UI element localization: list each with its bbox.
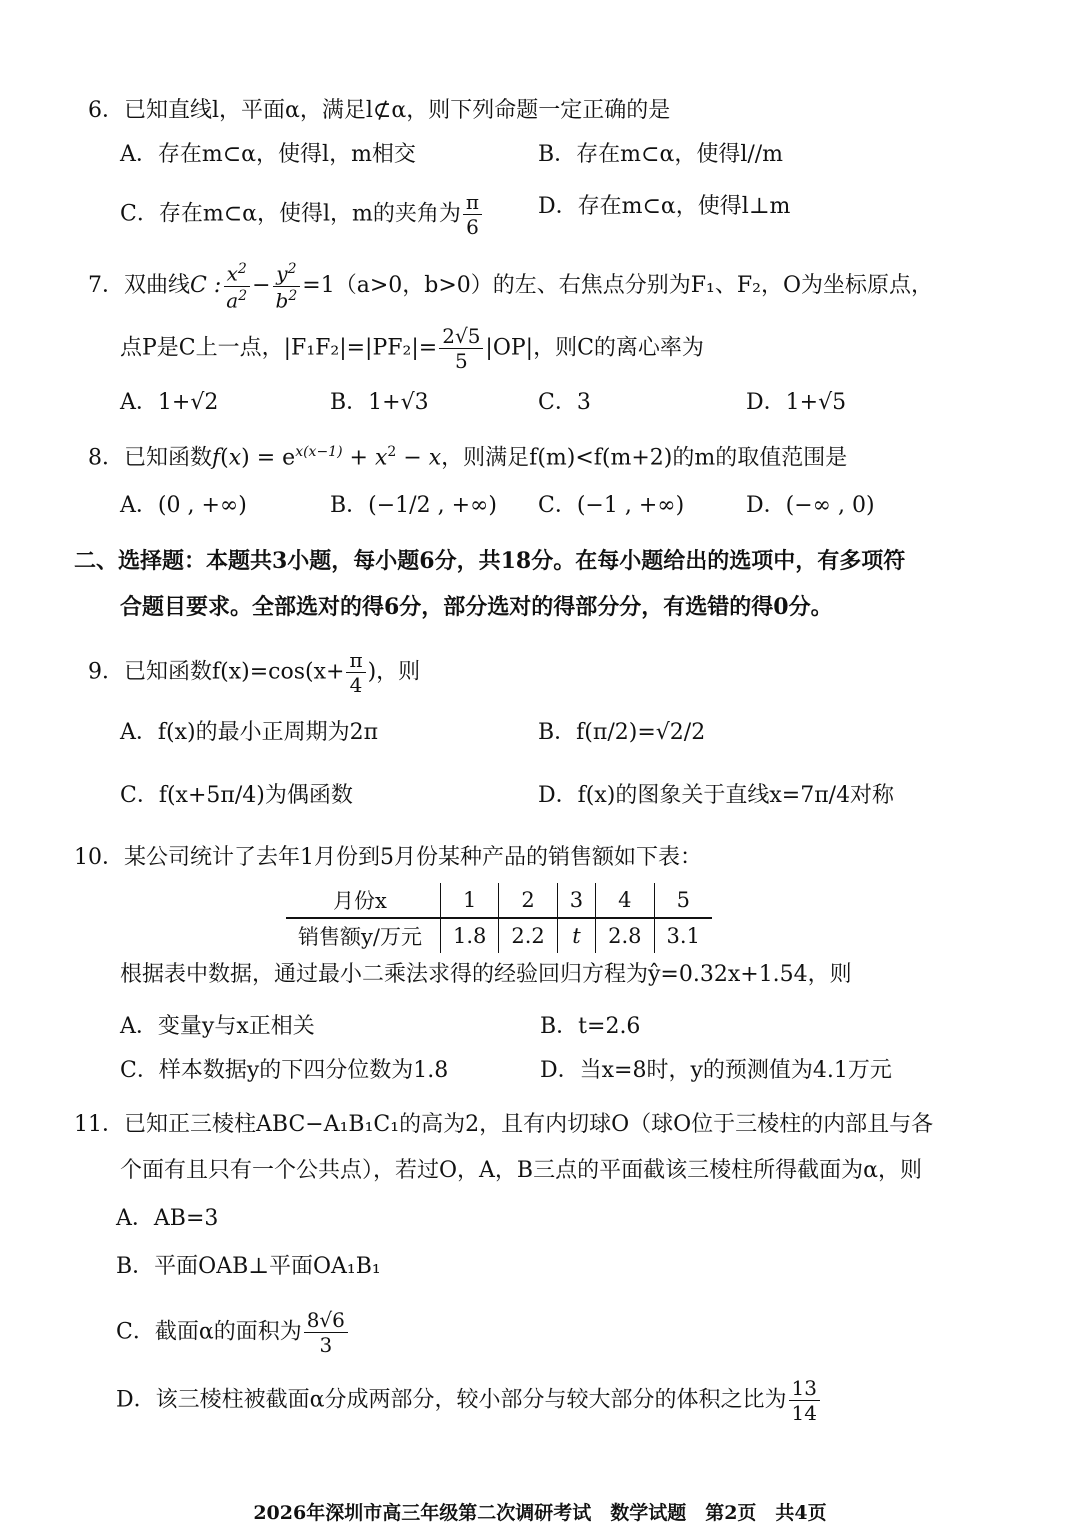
q7-line2-fraction: $\frac{2√5}{5}$ [439, 326, 483, 371]
q8-stem-suffix: ，则满足f(m)<f(m+2)的m的取值范围是 [441, 445, 848, 471]
q8-option-c: C．(−1 , +∞) [538, 493, 685, 518]
table-cell: 1 [440, 883, 498, 918]
q11-stem: 11．已知正三棱柱ABC−A₁B₁C₁的高为2，且有内切球O（球O位于三棱柱的内部且与各 [74, 1112, 934, 1137]
q11-option-b: B．平面OAB⊥平面OA₁B₁ [116, 1254, 381, 1279]
table-cell: 2.2 [499, 918, 557, 953]
q11-option-d-fraction: $\frac{13}{14}$ [789, 1378, 820, 1423]
table-cell: 2.8 [596, 918, 654, 953]
q7-stem-prefix: 7．双曲线 [88, 273, 190, 299]
q8-stem-prefix: 8．已知函数 [88, 445, 212, 471]
q7-option-b: B．1+√3 [330, 390, 429, 415]
q8-option-d: D．(−∞ , 0) [746, 493, 875, 518]
q10-stem: 10．某公司统计了去年1月份到5月份某种产品的销售额如下表： [74, 845, 702, 870]
q9-option-c: C．f(x+5π/4)为偶函数 [120, 783, 353, 808]
section2-line1: 二、选择题：本题共3小题，每小题6分，共18分。在每小题给出的选项中，有多项符 [74, 548, 906, 574]
q8-option-b: B．(−1/2 , +∞) [330, 493, 497, 518]
q6-stem: 6．已知直线l，平面α，满足l⊄α，则下列命题一定正确的是 [88, 98, 671, 123]
q7-stem: 7．双曲线C : $\frac{x^2}{a^2}$ − $\frac{y^2}{b^2}$ =1（a>0，b>0）的左、右焦点分别为F₁、F₂，O为坐标原点， [88, 261, 933, 313]
q11-option-a: A．AB=3 [116, 1206, 219, 1231]
q7-option-a: A．1+√2 [120, 390, 219, 415]
q8-stem: 8．已知函数$f(x) = e^{x(x-1)} + x^2 - x$，则满足f(m)<f(m+2)的m的取值范围是 [88, 444, 848, 471]
q11-option-c [116, 1310, 350, 1355]
q6-option-c [120, 192, 484, 237]
q6-option-c-text: C．存在m⊂α，使得l，m的夹角为 [120, 201, 461, 227]
q11-option-c-text: C．截面α的面积为 [116, 1319, 302, 1345]
q9-stem-suffix: )，则 [367, 659, 421, 685]
table-label-sales: 销售额y/万元 [298, 925, 422, 949]
q9-stem [88, 650, 420, 695]
q10-option-a: A．变量y与x正相关 [120, 1014, 315, 1039]
table-cell: 4 [596, 883, 654, 918]
table-cell: 5 [654, 883, 712, 918]
q7-line2 [120, 326, 704, 371]
table-cell: 2 [499, 883, 557, 918]
q6-option-a: A．存在m⊂α，使得l，m相交 [120, 142, 416, 167]
q9-fraction: $\frac{\pi}{4}$ [346, 650, 365, 695]
table-cell: 3.1 [654, 918, 712, 953]
q11-option-d-text: D．该三棱柱被截面α分成两部分，较小部分与较大部分的体积之比为 [116, 1387, 787, 1413]
table-label-month: 月份x [286, 883, 440, 918]
q7-stem-suffix: （a>0，b>0）的左、右焦点分别为F₁、F₂，O为坐标原点， [334, 273, 933, 299]
q9-option-d: D．f(x)的图象关于直线x=7π/4对称 [538, 783, 895, 808]
q10-option-b: B．t=2.6 [540, 1014, 641, 1039]
q11-stem2: 个面有且只有一个公共点），若过O，A，B三点的平面截该三棱柱所得截面为α，则 [120, 1158, 922, 1183]
q7-line2-suffix: |OP|，则C的离心率为 [485, 335, 704, 361]
q8-option-a: A．(0 , +∞) [120, 493, 247, 518]
page-footer: 2026年深圳市高三年级第二次调研考试 数学试题 第2页 共4页 [253, 1502, 827, 1524]
table-cell: t [557, 918, 595, 953]
q7-hyperbola-equation: C : [190, 273, 222, 299]
q9-stem-prefix: 9．已知函数f(x)=cos(x+ [88, 659, 345, 685]
sales-table [286, 883, 712, 953]
q7-frac-x: $\frac{x^2}{a^2}$ [223, 262, 250, 310]
q6-option-c-fraction: $\frac{\pi}{6}$ [463, 192, 482, 237]
q9-option-a: A．f(x)的最小正周期为2π [120, 720, 379, 745]
q9-option-b: B．f(π/2)=√2/2 [538, 720, 706, 745]
sales-table-month-row [286, 883, 712, 918]
q7-option-c: C．3 [538, 390, 591, 415]
q7-frac-y: $\frac{y^2}{b^2}$ [273, 262, 301, 310]
q6-option-b: B．存在m⊂α，使得l//m [538, 142, 784, 167]
q11-option-c-fraction: $\frac{8√6}{3}$ [304, 1310, 348, 1355]
q7-line2-prefix: 点P是C上一点，|F₁F₂|=|PF₂|= [120, 335, 438, 361]
section2-line2: 合题目要求。全部选对的得6分，部分选对的得部分分，有选错的得0分。 [120, 594, 833, 620]
q10-option-d: D．当x=8时，y的预测值为4.1万元 [540, 1058, 892, 1083]
q7-option-d: D．1+√5 [746, 390, 847, 415]
q6-option-d: D．存在m⊂α，使得l⊥m [538, 194, 791, 219]
q11-option-d [116, 1378, 822, 1423]
q10-text: 根据表中数据，通过最小二乘法求得的经验回归方程为ŷ=0.32x+1.54，则 [120, 962, 852, 987]
q10-option-c: C．样本数据y的下四分位数为1.8 [120, 1058, 449, 1083]
table-cell: 3 [557, 883, 595, 918]
sales-table-sales-row [286, 918, 712, 953]
table-cell: 1.8 [440, 918, 498, 953]
q8-function: f [212, 445, 221, 471]
